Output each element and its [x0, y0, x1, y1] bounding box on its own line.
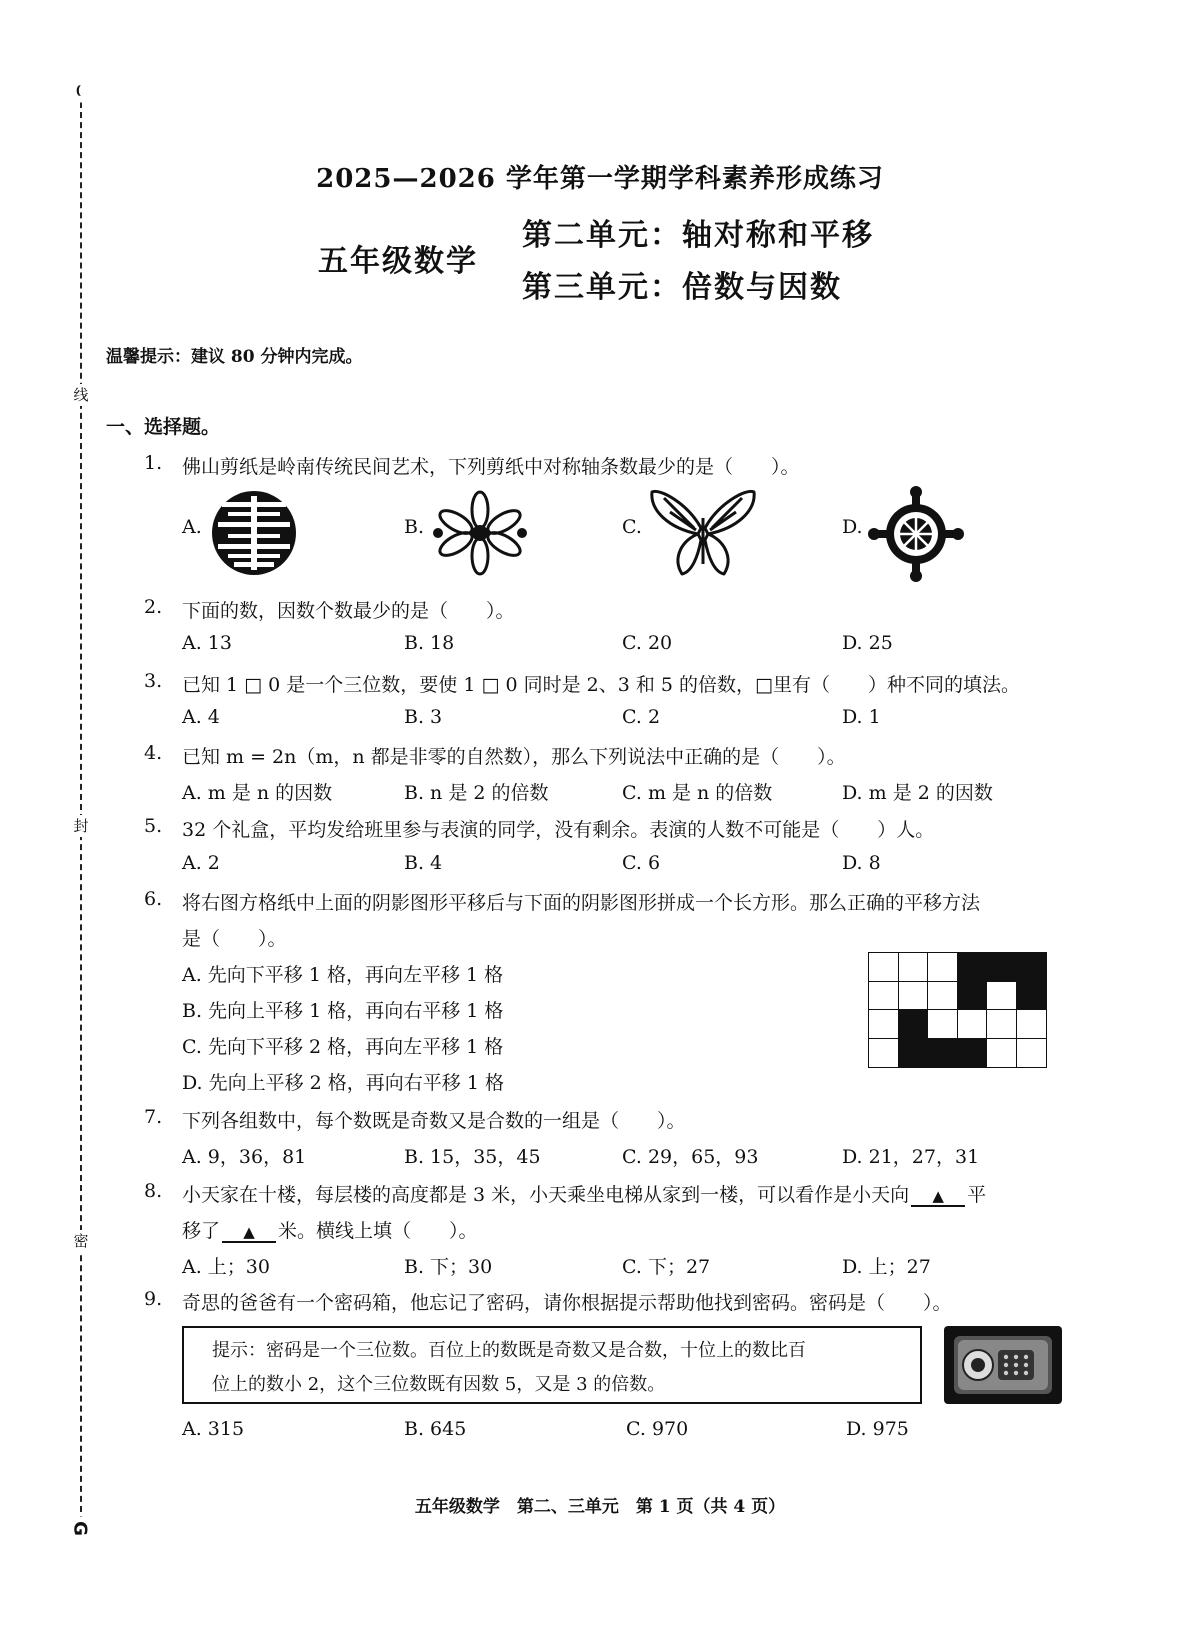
- grid-cell-shaded: [957, 981, 988, 1011]
- option-a: A. 13: [182, 632, 232, 654]
- time-tip: 温馨提示：建议 80 分钟内完成。: [106, 347, 363, 367]
- option-c: C. m 是 n 的倍数: [622, 782, 773, 804]
- answer-blank[interactable]: ▲: [911, 1187, 965, 1207]
- grid-cell-shaded: [927, 1038, 958, 1068]
- question-number: 1.: [144, 452, 163, 474]
- option-a: A. 2: [182, 852, 220, 874]
- option-a: A. 4: [182, 706, 220, 728]
- butterfly-icon: [648, 484, 758, 580]
- grid-cell: [927, 1009, 958, 1039]
- grid-cell: [868, 1009, 899, 1039]
- question-text-part: 平: [967, 1184, 987, 1206]
- option-d: D. 先向上平移 2 格，再向右平移 1 格: [182, 1072, 504, 1094]
- grid-cell: [986, 1009, 1017, 1039]
- option-d: D. 上；27: [842, 1256, 931, 1278]
- option-b: B. 4: [404, 852, 443, 874]
- section-heading: 一、选择题。: [106, 416, 221, 438]
- option-d: D. 1: [842, 706, 881, 728]
- question-text: 32 个礼盒，平均发给班里参与表演的同学，没有剩余。表演的人数不可能是（ ）人。: [182, 819, 935, 841]
- option-a: A. 315: [182, 1418, 245, 1440]
- grid-cell: [868, 1038, 899, 1068]
- double-happiness-icon: [208, 488, 300, 578]
- hint-box: [182, 1326, 922, 1404]
- exam-title: 2025—2026 学年第一学期学科素养形成练习: [316, 164, 884, 194]
- question-text: [182, 1180, 986, 1207]
- question-number: 8.: [144, 1180, 163, 1202]
- option-c: C. 20: [622, 632, 673, 654]
- hint-line: 位上的数小 2，这个三位数既有因数 5，又是 3 的倍数。: [212, 1374, 666, 1395]
- option-a: A. 上；30: [182, 1256, 270, 1278]
- question-number: 3.: [144, 670, 163, 692]
- question-text-part: 小天家在十楼，每层楼的高度都是 3 米，小天乘坐电梯从家到一楼，可以看作是小天向: [182, 1184, 910, 1206]
- question-number: 6.: [144, 888, 163, 910]
- question-text-part: 米。横线上填（ ）。: [278, 1220, 478, 1242]
- hint-line: 提示：密码是一个三位数。百位上的数既是奇数又是合数，十位上的数比百: [212, 1340, 806, 1361]
- question-text: 奇思的爸爸有一个密码箱，他忘记了密码，请你根据提示帮助他找到密码。密码是（ ）。: [182, 1292, 952, 1314]
- grid-cell: [898, 981, 929, 1011]
- grid-cell: [927, 981, 958, 1011]
- option-label: A.: [182, 516, 202, 538]
- option-label: B.: [404, 516, 425, 538]
- option-a: A. 9，36，81: [182, 1146, 307, 1168]
- option-c: C. 先向下平移 2 格，再向左平移 1 格: [182, 1036, 504, 1058]
- margin-label-feng: 封: [70, 815, 92, 837]
- binding-dashed-line: [80, 92, 82, 1532]
- margin-label-mi: 密: [70, 1230, 92, 1252]
- option-b: B. 18: [404, 632, 455, 654]
- question-text: 将右图方格纸中上面的阴影图形平移后与下面的阴影图形拼成一个长方形。那么正确的平移方法: [182, 892, 981, 914]
- option-c: C. 970: [626, 1418, 689, 1440]
- option-b: B. 645: [404, 1418, 467, 1440]
- option-d: D. 8: [842, 852, 881, 874]
- question-text-continued: 是（ ）。: [182, 928, 287, 950]
- grid-cell-shaded: [898, 1009, 929, 1039]
- option-label: C.: [622, 516, 642, 538]
- question-text: 已知 1 □ 0 是一个三位数，要使 1 □ 0 同时是 2、3 和 5 的倍数，□里有（ ）种不同的填法。: [182, 674, 1020, 696]
- grid-cell: [898, 952, 929, 982]
- option-b: B. 先向上平移 1 格，再向右平移 1 格: [182, 1000, 504, 1022]
- margin-top-mark: ⌣: [70, 79, 91, 103]
- option-d: D. 25: [842, 632, 893, 654]
- option-b: B. n 是 2 的倍数: [404, 782, 549, 804]
- grid-cell-shaded: [957, 952, 988, 982]
- grid-cell: [1016, 1038, 1047, 1068]
- margin-bottom-mark: G: [70, 1517, 91, 1541]
- grid-cell: [957, 1009, 988, 1039]
- safe-icon: [942, 1324, 1064, 1408]
- option-a: A. 先向下平移 1 格，再向左平移 1 格: [182, 964, 504, 986]
- question-number: 5.: [144, 815, 163, 837]
- grid-cell: [927, 952, 958, 982]
- option-c: C. 29，65，93: [622, 1146, 759, 1168]
- option-c: C. 下；27: [622, 1256, 711, 1278]
- page-footer: 五年级数学 第二、三单元 第 1 页（共 4 页）: [414, 1497, 786, 1517]
- question-number: 2.: [144, 596, 163, 618]
- unit3-title: 第三单元：倍数与因数: [522, 270, 842, 305]
- medallion-papercut-icon: [868, 486, 964, 582]
- margin-label-xian: 线: [70, 384, 92, 406]
- grid-cell-shaded: [957, 1038, 988, 1068]
- option-a: A. m 是 n 的因数: [182, 782, 333, 804]
- grid-cell-shaded: [1016, 981, 1047, 1011]
- grid-cell: [868, 952, 899, 982]
- unit2-title: 第二单元：轴对称和平移: [522, 218, 874, 253]
- grid-cell-shaded: [1016, 952, 1047, 982]
- flower-papercut-icon: [430, 488, 530, 578]
- question-number: 9.: [144, 1288, 163, 1310]
- question-text: 下列各组数中，每个数既是奇数又是合数的一组是（ ）。: [182, 1110, 686, 1132]
- question-text-continued: [182, 1216, 478, 1243]
- option-d: D. 21，27，31: [842, 1146, 980, 1168]
- question-text: 已知 m = 2n（m，n 都是非零的自然数），那么下列说法中正确的是（ ）。: [182, 746, 846, 768]
- option-label: D.: [842, 516, 863, 538]
- answer-blank[interactable]: ▲: [222, 1223, 276, 1243]
- question-text: 佛山剪纸是岭南传统民间艺术，下列剪纸中对称轴条数最少的是（ ）。: [182, 456, 800, 478]
- grade-subject: 五年级数学: [318, 244, 478, 279]
- grid-cell-shaded: [986, 952, 1017, 982]
- question-number: 4.: [144, 742, 163, 764]
- grid-cell: [986, 981, 1017, 1011]
- option-d: D. 975: [846, 1418, 909, 1440]
- option-b: B. 3: [404, 706, 443, 728]
- option-c: C. 2: [622, 706, 661, 728]
- grid-cell-shaded: [898, 1038, 929, 1068]
- option-b: B. 下；30: [404, 1256, 493, 1278]
- grid-cell: [986, 1038, 1017, 1068]
- option-b: B. 15，35，45: [404, 1146, 541, 1168]
- option-d: D. m 是 2 的因数: [842, 782, 993, 804]
- question-number: 7.: [144, 1106, 163, 1128]
- grid-cell: [1016, 1009, 1047, 1039]
- question-text: 下面的数，因数个数最少的是（ ）。: [182, 600, 515, 622]
- option-c: C. 6: [622, 852, 661, 874]
- question-text-part: 移了: [182, 1220, 221, 1242]
- grid-cell: [868, 981, 899, 1011]
